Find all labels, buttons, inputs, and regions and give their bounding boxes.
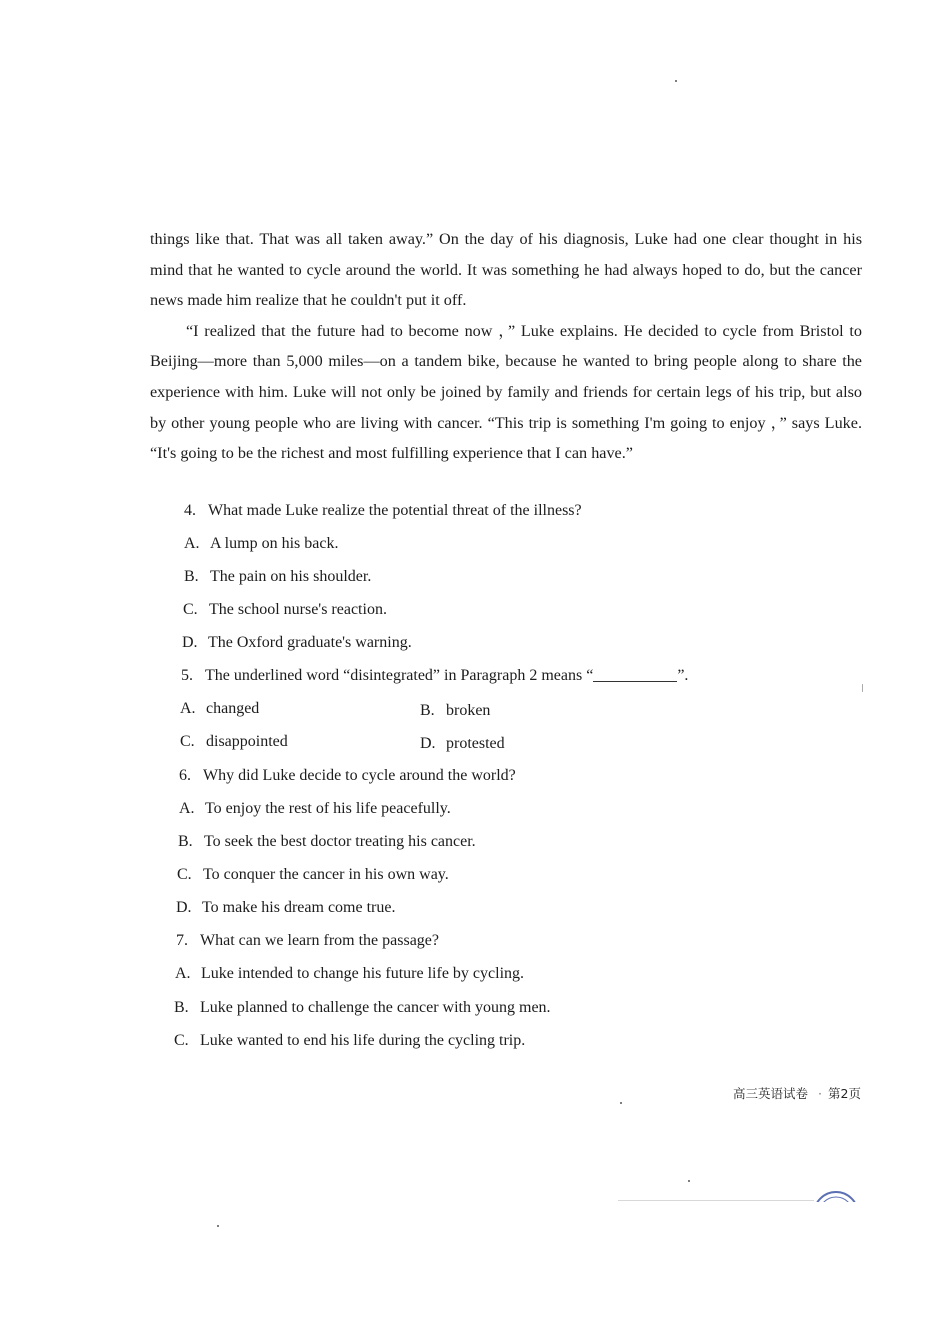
passage-paragraph: things like that. That was all taken away.” On the day of his diagnosis, Luke had one clear thought in his mind that he wanted to cycle around the world. It was something he had always hoped to do, but the cancer news made him realize that he couldn't put it off.: [150, 230, 862, 310]
page-number: 第2页: [828, 1086, 861, 1101]
question-5-option-b[interactable]: B. broken: [420, 702, 491, 719]
reading-passage: [150, 224, 862, 469]
scan-edge-line: [618, 1200, 814, 1201]
exam-title: 高三英语试卷: [733, 1086, 809, 1101]
answer-blank[interactable]: [593, 681, 677, 682]
question-7-option-c[interactable]: C. Luke wanted to end his life during the cycling trip.: [174, 1032, 526, 1049]
question-4-option-b[interactable]: B. The pain on his shoulder.: [184, 568, 372, 585]
scan-speck: [688, 1180, 690, 1182]
passage-paragraph: “I realized that the future had to become now ，” Luke explains. He decided to cycle from Bristol to Beijing—more than 5,000 miles—on a tandem bike, because he wanted to bring people along to share the experience with him. Luke will not only be joined by family and friends for certain legs of his trip, but also by other young people who are living with cancer. “This trip is something I'm going to enjoy ，” says Luke. “It's going to be the richest and most fulfilling experience that I can have.”: [150, 321, 862, 463]
question-7-stem: 7. What can we learn from the passage?: [176, 932, 439, 949]
scan-speck: [675, 80, 677, 82]
question-6-stem: 6. Why did Luke decide to cycle around the world?: [179, 767, 516, 784]
scan-speck: [862, 684, 863, 692]
question-4-option-d[interactable]: D. The Oxford graduate's warning.: [182, 634, 412, 651]
scan-speck: [217, 1225, 219, 1227]
question-4-stem: 4. What made Luke realize the potential threat of the illness?: [184, 502, 582, 519]
question-4-option-a[interactable]: A. A lump on his back.: [184, 535, 339, 552]
question-7-option-b[interactable]: B. Luke planned to challenge the cancer with young men.: [174, 999, 551, 1016]
footer-separator: ·: [818, 1086, 822, 1101]
page-footer: [733, 1084, 861, 1102]
question-5-option-a[interactable]: A. changed: [180, 700, 260, 717]
question-7-option-a[interactable]: A. Luke intended to change his future life by cycling.: [175, 965, 525, 982]
question-6-option-a[interactable]: A. To enjoy the rest of his life peacefully.: [179, 800, 451, 817]
seal-stamp-icon: [812, 1190, 860, 1202]
question-6-option-c[interactable]: C. To conquer the cancer in his own way.: [177, 866, 449, 883]
question-5-option-d[interactable]: D. protested: [420, 735, 505, 752]
question-6-option-b[interactable]: B. To seek the best doctor treating his cancer.: [178, 833, 476, 850]
question-5-stem: 5. The underlined word “disintegrated” in Paragraph 2 means “ ”.: [181, 667, 689, 684]
question-5-option-c[interactable]: C. disappointed: [180, 733, 288, 750]
question-4-option-c[interactable]: C. The school nurse's reaction.: [183, 601, 387, 618]
question-6-option-d[interactable]: D. To make his dream come true.: [176, 899, 396, 916]
scan-speck: [620, 1102, 622, 1104]
